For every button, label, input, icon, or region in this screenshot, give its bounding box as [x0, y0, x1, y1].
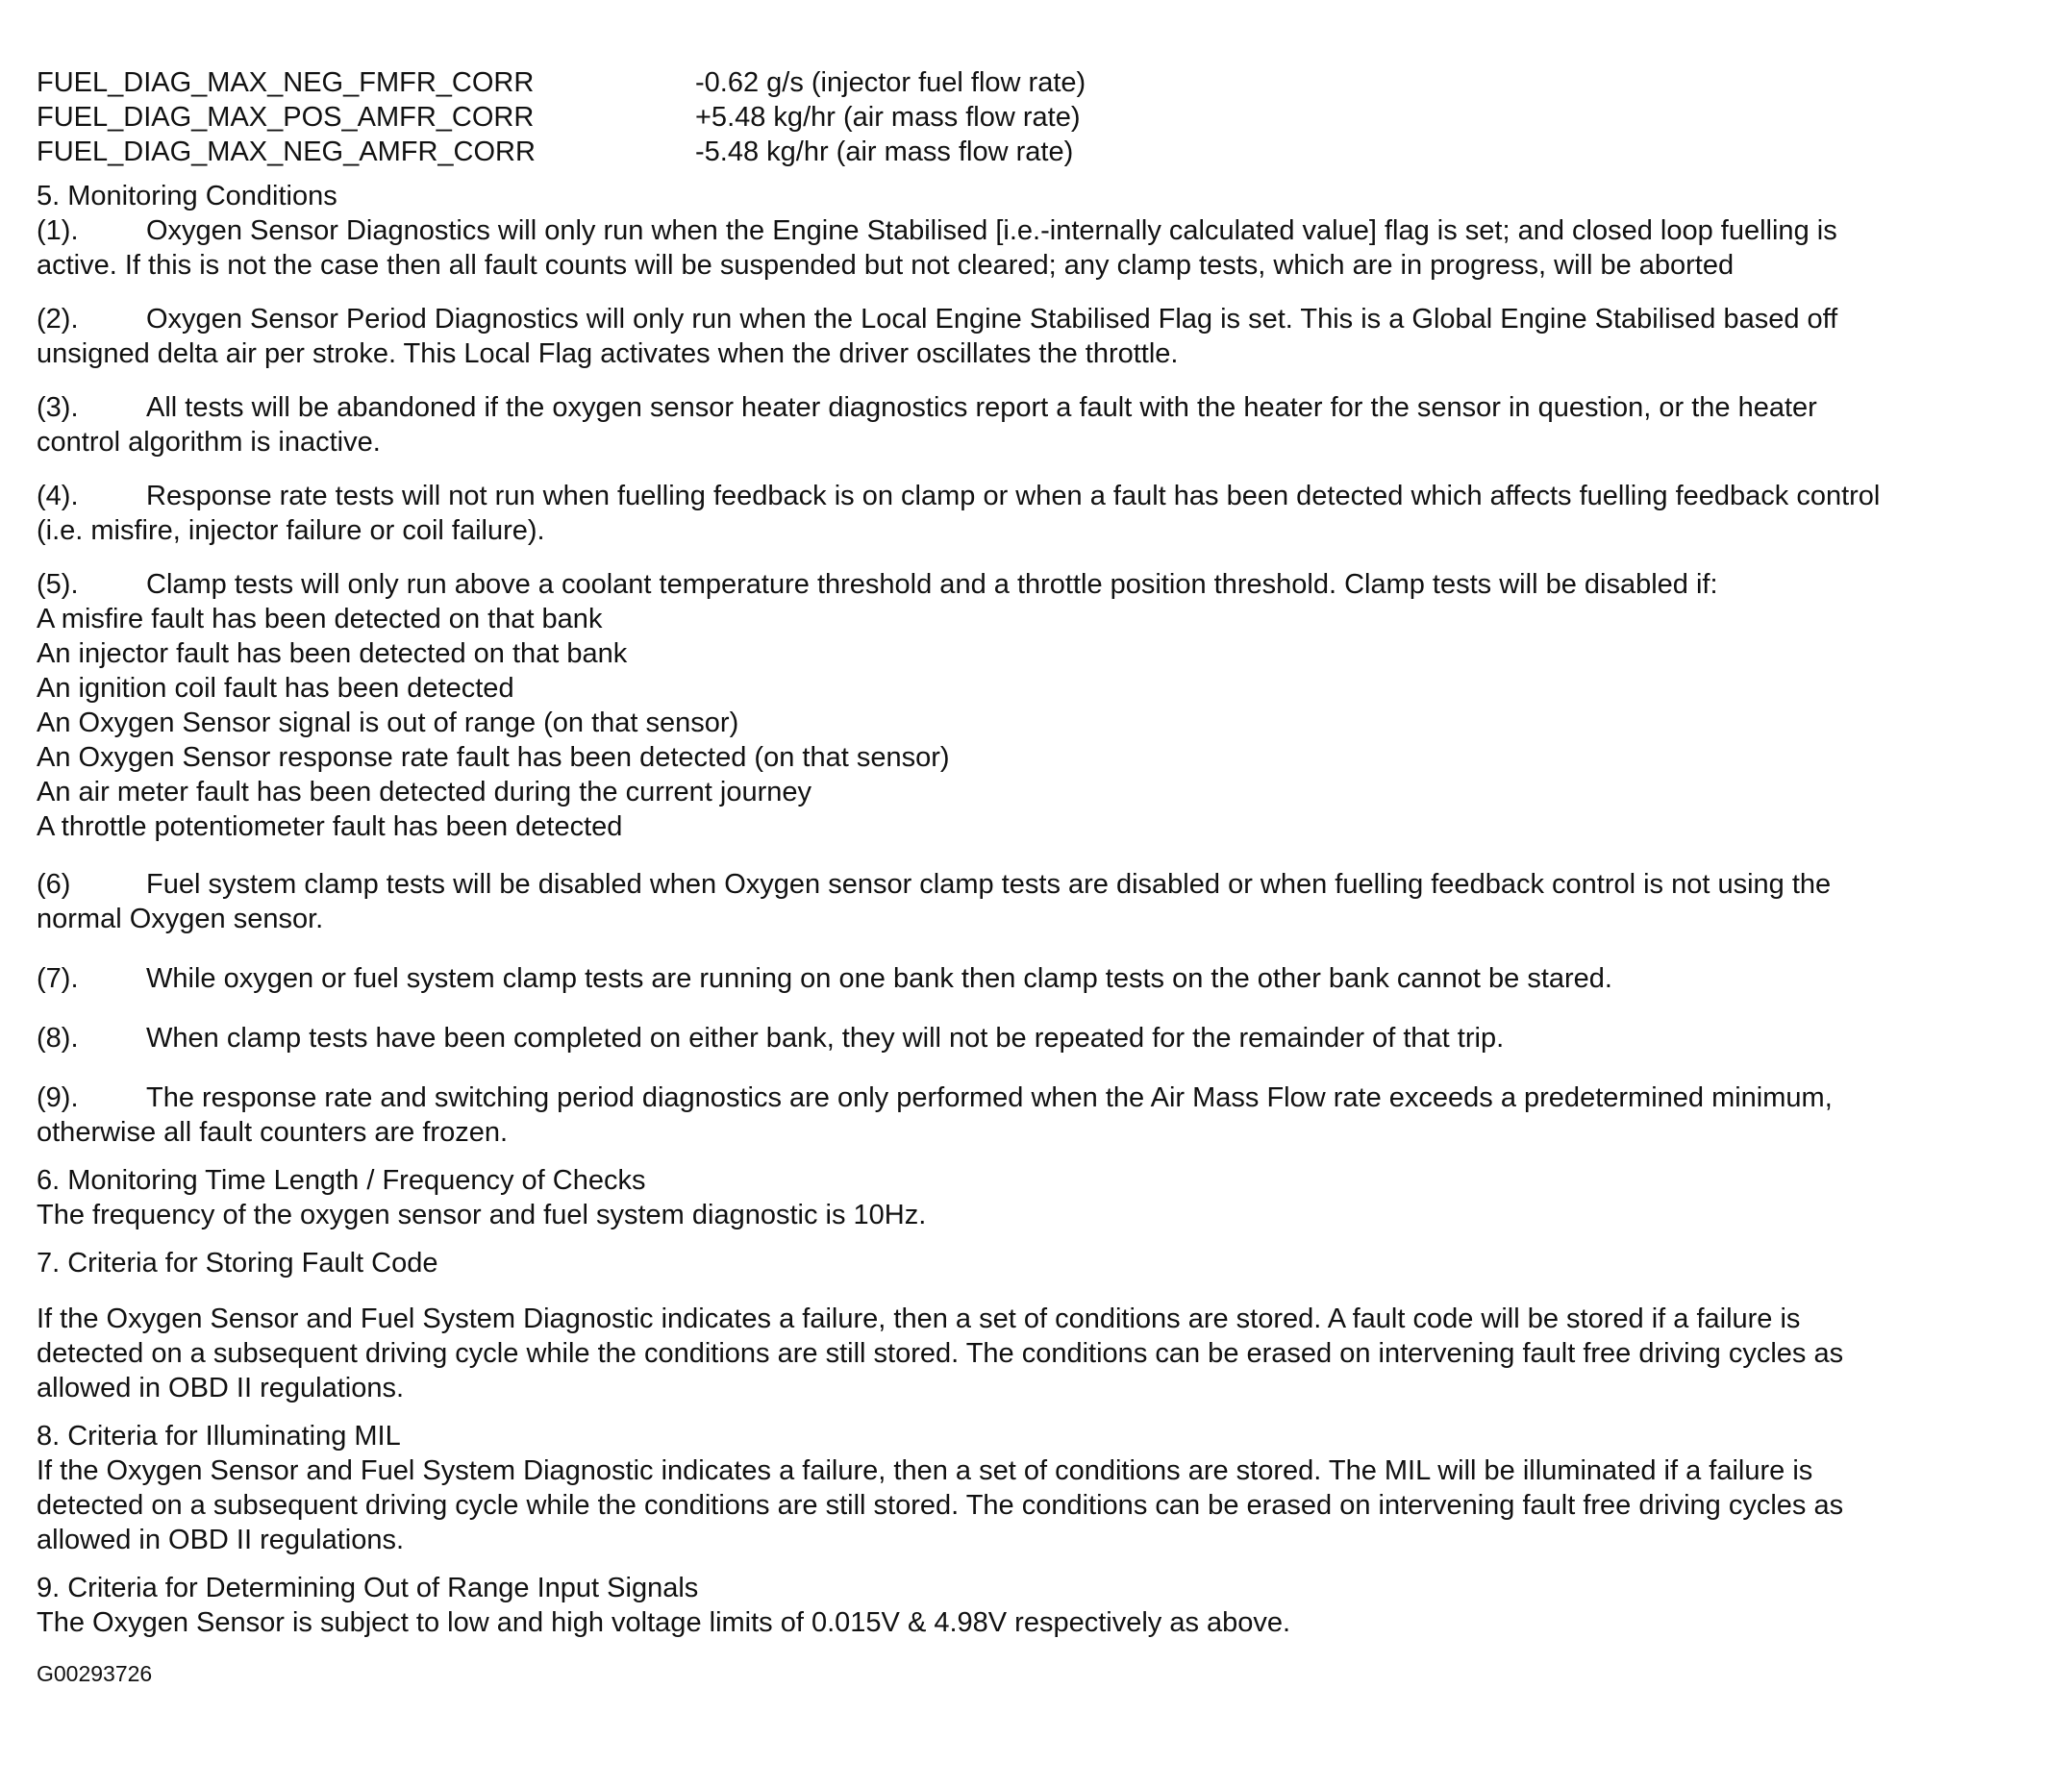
- list-item: An Oxygen Sensor signal is out of range (on that sensor): [37, 708, 739, 738]
- condition-2: [37, 302, 2056, 371]
- condition-3: [37, 390, 2056, 459]
- condition-text: While oxygen or fuel system clamp tests are running on one bank then clamp tests on the other bank cannot be stared.: [146, 963, 1612, 994]
- condition-text: Oxygen Sensor Period Diagnostics will only run when the Local Engine Stabilised Flag is set. This is a Global Engine Stabilised based off: [146, 304, 1838, 335]
- section-8-line: If the Oxygen Sensor and Fuel System Diagnostic indicates a failure, then a set of conditions are stored. The MIL will be illuminated if a failure is: [37, 1455, 1813, 1486]
- condition-number: (7).: [37, 963, 79, 994]
- condition-text-continued: normal Oxygen sensor.: [37, 904, 324, 934]
- condition-5: [37, 567, 2056, 844]
- section-6-text: The frequency of the oxygen sensor and fuel system diagnostic is 10Hz.: [37, 1200, 927, 1230]
- condition-8: [37, 1021, 2056, 1055]
- condition-number: (9).: [37, 1082, 79, 1113]
- section-9-text: The Oxygen Sensor is subject to low and high voltage limits of 0.015V & 4.98V respectively as above.: [37, 1607, 1291, 1638]
- param-name: FUEL_DIAG_MAX_NEG_AMFR_CORR: [37, 137, 536, 167]
- condition-text: Fuel system clamp tests will be disabled when Oxygen sensor clamp tests are disabled or when fuelling feedback control is not using the: [146, 869, 1832, 900]
- condition-text-continued: active. If this is not the case then all fault counts will be suspended but not cleared; any clamp tests, which are in progress, will be aborted: [37, 250, 1735, 281]
- condition-text: All tests will be abandoned if the oxygen sensor heater diagnostics report a fault with the heater for the sensor in question, or the heater: [146, 392, 1817, 423]
- condition-text: Response rate tests will not run when fuelling feedback is on clamp or when a fault has been detected which affects fuelling feedback control: [146, 481, 1881, 511]
- condition-number: (6): [37, 869, 71, 900]
- condition-text: Oxygen Sensor Diagnostics will only run when the Engine Stabilised [i.e.-internally calculated value] flag is set; and closed loop fuelling is: [146, 215, 1837, 246]
- section-5-heading: 5. Monitoring Conditions: [37, 181, 337, 211]
- param-value: -5.48 kg/hr (air mass flow rate): [695, 137, 1074, 167]
- condition-text: Clamp tests will only run above a coolant temperature threshold and a throttle position threshold. Clamp tests will be disabled if:: [146, 569, 1718, 600]
- section-7: [37, 1246, 2056, 1405]
- section-9-heading: 9. Criteria for Determining Out of Range Input Signals: [37, 1573, 699, 1603]
- section-9: [37, 1571, 2056, 1640]
- condition-number: (5).: [37, 569, 79, 600]
- condition-4: [37, 479, 2056, 548]
- condition-1: [37, 213, 2056, 283]
- param-value: -0.62 g/s (injector fuel flow rate): [695, 67, 1086, 98]
- condition-text-continued: control algorithm is inactive.: [37, 427, 381, 458]
- document-id: G00293726: [37, 1661, 153, 1686]
- list-item: A misfire fault has been detected on that bank: [37, 604, 603, 634]
- list-item: An ignition coil fault has been detected: [37, 673, 514, 704]
- condition-text-continued: otherwise all fault counters are frozen.: [37, 1117, 509, 1148]
- list-item: An Oxygen Sensor response rate fault has been detected (on that sensor): [37, 742, 950, 773]
- param-name: FUEL_DIAG_MAX_NEG_FMFR_CORR: [37, 67, 535, 98]
- document-page: [37, 65, 2056, 1688]
- condition-6: [37, 867, 2056, 936]
- section-8-line: detected on a subsequent driving cycle while the conditions are still stored. The conditions can be erased on intervening fault free driving cycles as: [37, 1490, 1844, 1521]
- section-7-line: If the Oxygen Sensor and Fuel System Diagnostic indicates a failure, then a set of conditions are stored. A fault code will be stored if a failure is: [37, 1304, 1801, 1334]
- section-8: [37, 1419, 2056, 1557]
- param-name: FUEL_DIAG_MAX_POS_AMFR_CORR: [37, 102, 535, 133]
- section-7-line: detected on a subsequent driving cycle while the conditions are still stored. The conditions can be erased on intervening fault free driving cycles as: [37, 1338, 1844, 1369]
- param-value: +5.48 kg/hr (air mass flow rate): [695, 102, 1081, 133]
- section-8-line: allowed in OBD II regulations.: [37, 1525, 405, 1555]
- clamp-disable-list: [37, 602, 2056, 844]
- condition-7: [37, 961, 2056, 996]
- condition-text-continued: unsigned delta air per stroke. This Local Flag activates when the driver oscillates the throttle.: [37, 338, 1179, 369]
- section-6: [37, 1163, 2056, 1232]
- condition-text: When clamp tests have been completed on either bank, they will not be repeated for the remainder of that trip.: [146, 1023, 1505, 1054]
- condition-text: The response rate and switching period diagnostics are only performed when the Air Mass Flow rate exceeds a predetermined minimum,: [146, 1082, 1833, 1113]
- condition-number: (2).: [37, 304, 79, 335]
- section-6-heading: 6. Monitoring Time Length / Frequency of Checks: [37, 1165, 646, 1196]
- condition-number: (4).: [37, 481, 79, 511]
- section-7-heading: 7. Criteria for Storing Fault Code: [37, 1248, 438, 1279]
- list-item: A throttle potentiometer fault has been detected: [37, 811, 623, 842]
- list-item: An injector fault has been detected on that bank: [37, 638, 628, 669]
- condition-number: (3).: [37, 392, 79, 423]
- condition-number: (8).: [37, 1023, 79, 1054]
- condition-9: [37, 1080, 2056, 1150]
- list-item: An air meter fault has been detected during the current journey: [37, 777, 812, 807]
- parameter-table: [37, 65, 2056, 169]
- condition-number: (1).: [37, 215, 79, 246]
- section-8-heading: 8. Criteria for Illuminating MIL: [37, 1421, 401, 1452]
- condition-text-continued: (i.e. misfire, injector failure or coil failure).: [37, 515, 545, 546]
- section-7-line: allowed in OBD II regulations.: [37, 1373, 405, 1403]
